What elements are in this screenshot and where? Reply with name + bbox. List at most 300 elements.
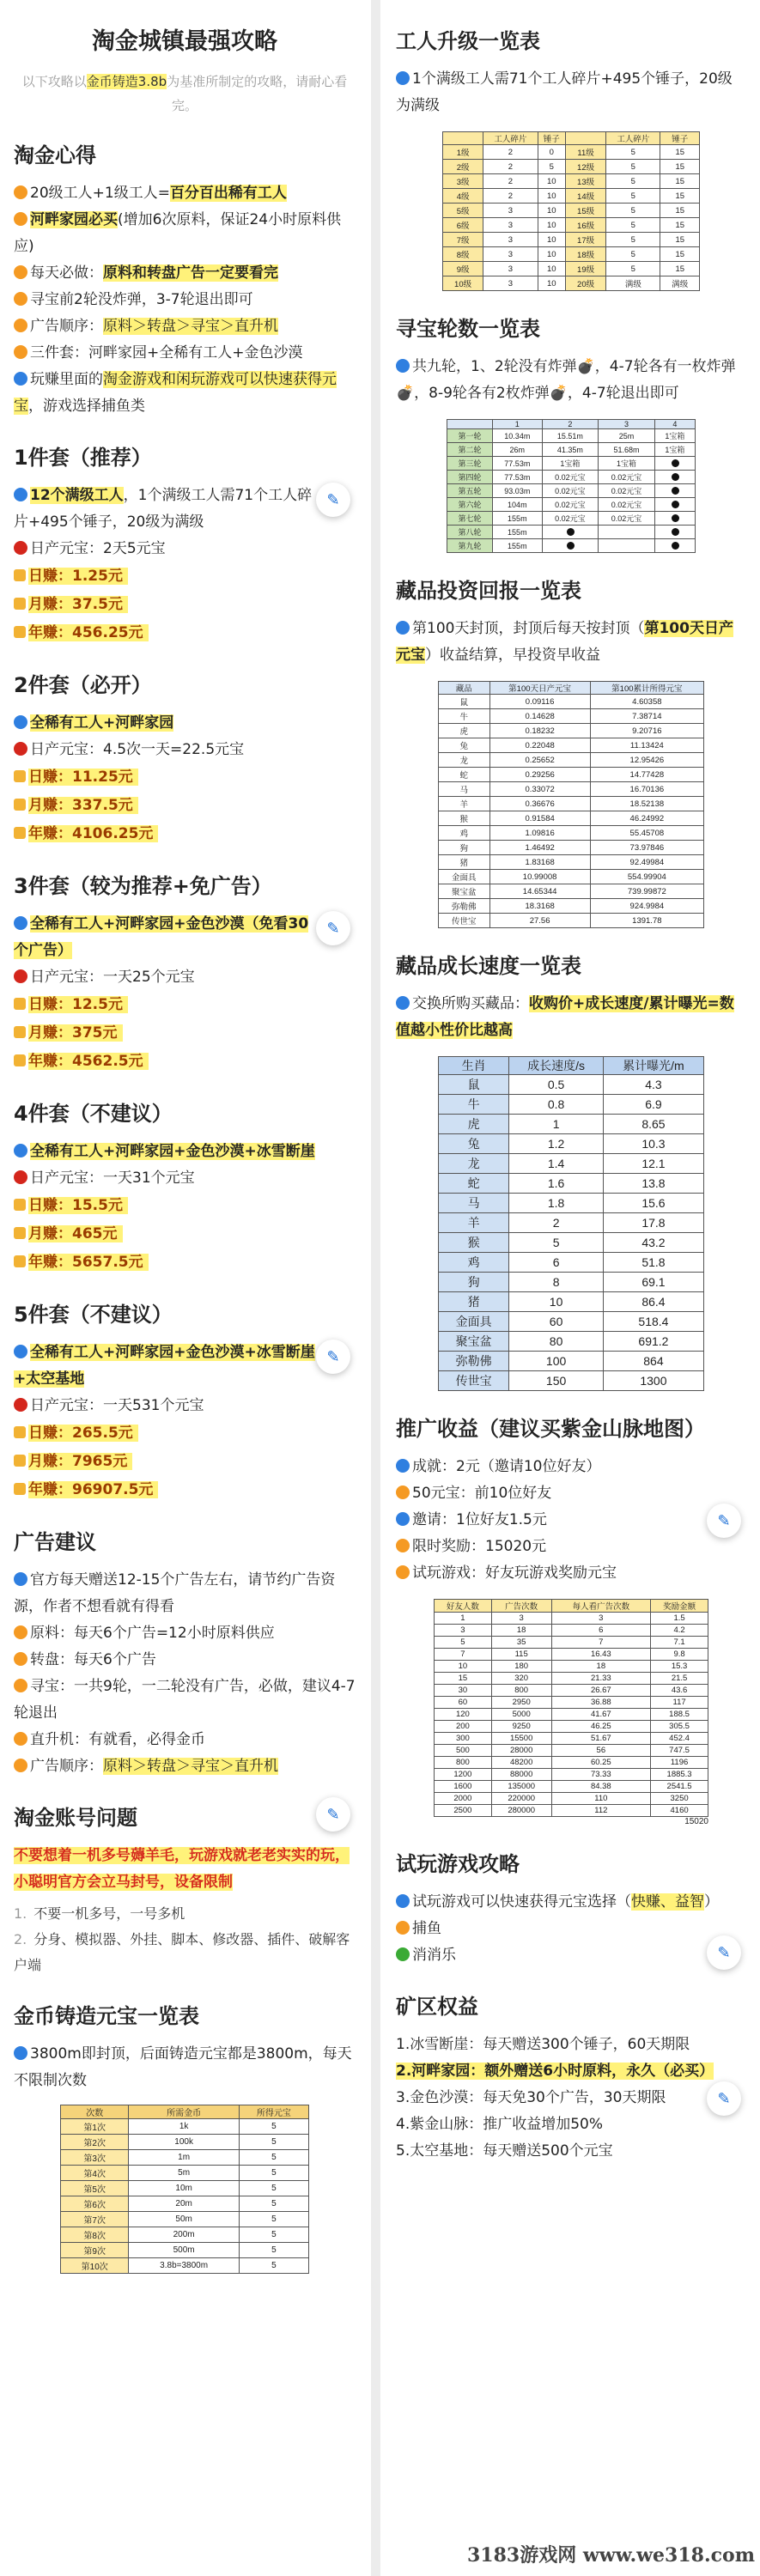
- table-row: [443, 276, 700, 291]
- table-cell: 60: [509, 1312, 604, 1332]
- table-cell: 11级: [565, 145, 605, 160]
- table-cell: 20m: [129, 2196, 239, 2212]
- table-cell: 3: [483, 276, 538, 291]
- table-row: [443, 145, 700, 160]
- table-cell: 5: [538, 160, 565, 174]
- ads-line-1: 官方每天赠送12-15个广告左右，请节约广告资源，作者不想看就有得看: [14, 1571, 336, 1615]
- blue-dot-icon: [14, 715, 27, 729]
- table-cell: 1宝箱: [599, 457, 655, 471]
- worker-table: [442, 131, 700, 291]
- table-row: [447, 457, 696, 471]
- table-cell: 第三轮: [447, 457, 493, 471]
- edit-icon[interactable]: ✎: [316, 911, 350, 945]
- table-cell: 7: [551, 1637, 651, 1649]
- table-cell: 3级: [443, 174, 483, 189]
- table-cell: 100: [509, 1352, 604, 1371]
- table-cell: 14级: [565, 189, 605, 204]
- table-cell: 220000: [491, 1793, 551, 1805]
- table-cell: 1.4: [509, 1154, 604, 1174]
- bomb-icon: [567, 542, 575, 550]
- table-cell: 60.25: [551, 1757, 651, 1769]
- table-cell: 10: [538, 276, 565, 291]
- table-cell: 聚宝盆: [439, 1332, 509, 1352]
- watermark: 3183游戏网 www.we318.com: [466, 2544, 755, 2567]
- table-cell: 羊: [439, 797, 490, 811]
- orange-dot-icon: [14, 1732, 27, 1746]
- table-cell: 155m: [493, 512, 543, 526]
- table-cell: 1宝箱: [542, 457, 599, 471]
- table-row: [435, 1625, 708, 1637]
- table-cell: 1391.78: [590, 914, 703, 928]
- table-row: [447, 484, 696, 498]
- table-row: [439, 1352, 704, 1371]
- treasure-table: [447, 419, 696, 553]
- table-cell: 13级: [565, 174, 605, 189]
- mine-line-4: 4.紫金山脉：推广收益增加50%: [396, 2116, 604, 2133]
- money-bag-icon: [14, 1227, 26, 1239]
- table-cell: 6级: [443, 218, 483, 233]
- table-cell: 15: [660, 189, 700, 204]
- money-bag-icon: [14, 1483, 26, 1495]
- table-cell: 虎: [439, 724, 490, 738]
- set1-line-2: 日产元宝：2天5元宝: [14, 536, 356, 562]
- table-row: [439, 1292, 704, 1312]
- ads-line-6: 广告顺序：原料＞转盘＞寻宝＞直升机: [14, 1753, 356, 1780]
- table-cell: 5: [239, 2166, 308, 2181]
- table-row: [439, 1194, 704, 1213]
- table-row: [439, 1332, 704, 1352]
- table-cell: 金面具: [439, 870, 490, 884]
- table-cell: 10.34m: [493, 429, 543, 443]
- table-cell: 龙: [439, 753, 490, 768]
- money-bag-icon: [14, 1455, 26, 1467]
- table-cell: 104m: [493, 498, 543, 512]
- table-row: [439, 797, 704, 811]
- promo-line-4: 限时奖励：15020元: [396, 1534, 746, 1560]
- table-cell: 120: [435, 1709, 492, 1721]
- set1-earnings: 日赚：1.25元 月赚：37.5元 年赚：456.25元: [14, 562, 356, 647]
- red-dot-icon: [14, 969, 27, 983]
- set4-heading: 4件套（不建议）: [14, 1102, 173, 1126]
- table-header: 锤子: [660, 132, 700, 145]
- table-header: 每人看广告次数: [551, 1600, 651, 1613]
- promo-line-3: 邀请：1位好友1.5元 ✎: [396, 1507, 746, 1534]
- table-cell: 第七轮: [447, 512, 493, 526]
- table-header: 第100累计所得元宝: [590, 682, 703, 695]
- table-header: 第100天日产元宝: [489, 682, 590, 695]
- table-cell: 41.35m: [542, 443, 599, 457]
- table-cell: 0.14628: [489, 709, 590, 724]
- table-row: [443, 204, 700, 218]
- intro-text: 以下攻略以金币铸造3.8b为基准所制定的攻略，请耐心看完。: [21, 74, 348, 113]
- table-cell: 第六轮: [447, 498, 493, 512]
- mine-line-2: 2.河畔家园：额外赠送6小时原料，永久（必买）: [396, 2063, 714, 2080]
- orange-dot-icon: [14, 292, 27, 306]
- table-cell: 10.3: [603, 1134, 703, 1154]
- tip-3: 每天必做：原料和转盘广告一定要看完: [14, 260, 356, 287]
- table-row: [439, 1154, 704, 1174]
- table-cell: 100k: [129, 2135, 239, 2150]
- table-cell: 5: [239, 2119, 308, 2135]
- table-row: [439, 1312, 704, 1332]
- table-cell: 10.99008: [489, 870, 590, 884]
- table-cell: 1300: [603, 1371, 703, 1391]
- table-cell: 112: [551, 1805, 651, 1817]
- table-row: [439, 1134, 704, 1154]
- table-cell: 3: [483, 204, 538, 218]
- table-cell: 10: [538, 247, 565, 262]
- table-cell: [654, 471, 695, 484]
- orange-dot-icon: [14, 345, 27, 359]
- table-cell: 10: [538, 218, 565, 233]
- table-cell: 2: [483, 174, 538, 189]
- table-cell: 1级: [443, 145, 483, 160]
- table-cell: 15.6: [603, 1194, 703, 1213]
- red-dot-icon: [14, 742, 27, 756]
- blue-dot-icon: [14, 372, 27, 386]
- table-cell: 1m: [129, 2150, 239, 2166]
- table-row: [439, 1253, 704, 1273]
- table-cell: 115: [491, 1649, 551, 1661]
- growth-heading: 藏品成长速度一览表: [396, 954, 581, 978]
- set3-heading: 3件套（较为推荐+免广告）: [14, 874, 272, 898]
- table-cell: 7.1: [651, 1637, 708, 1649]
- table-cell: 80: [509, 1332, 604, 1352]
- table-cell: 0.02元宝: [542, 498, 599, 512]
- table-cell: 7.38714: [590, 709, 703, 724]
- table-cell: 2: [483, 189, 538, 204]
- table-cell: 4160: [651, 1805, 708, 1817]
- table-header: 所得元宝: [239, 2105, 308, 2119]
- edit-icon[interactable]: ✎: [316, 1797, 350, 1832]
- set2-line-2: 日产元宝：4.5次一天=22.5元宝: [14, 737, 356, 763]
- orange-dot-icon: [14, 1652, 27, 1666]
- table-cell: 150: [509, 1371, 604, 1391]
- table-cell: 0.02元宝: [542, 471, 599, 484]
- treasure-heading: 寻宝轮数一览表: [396, 317, 540, 341]
- worker-line-1: 1个满级工人需71个工人碎片+495个锤子，20级为满级: [396, 70, 733, 114]
- table-cell: 龙: [439, 1154, 509, 1174]
- treasure-line-1: 共九轮，1、2轮没有炸弹💣，4-7轮各有一枚炸弹💣，8-9轮各有2枚炸弹💣，4-7轮退出即可: [396, 358, 736, 402]
- edit-icon[interactable]: ✎: [316, 483, 350, 517]
- ads-line-3: 转盘：每天6个广告: [14, 1647, 356, 1674]
- table-row: [447, 471, 696, 484]
- table-cell: 1: [435, 1613, 492, 1625]
- table-cell: 10: [538, 233, 565, 247]
- money-bag-icon: [14, 799, 26, 811]
- table-row: [435, 1769, 708, 1781]
- set3-line-2: 日产元宝：一天25个元宝: [14, 964, 356, 991]
- table-cell: 5级: [443, 204, 483, 218]
- blue-dot-icon: [14, 1345, 27, 1358]
- page-title: 淘金城镇最强攻略: [92, 28, 277, 55]
- table-cell: 21.5: [651, 1673, 708, 1685]
- table-cell: 747.5: [651, 1745, 708, 1757]
- set3-earnings: 日赚：12.5元 月赚：375元 年赚：4562.5元: [14, 991, 356, 1076]
- table-cell: 7: [435, 1649, 492, 1661]
- table-cell: 0.8: [509, 1095, 604, 1115]
- edit-icon[interactable]: ✎: [707, 2081, 741, 2116]
- set3-line-1: 全稀有工人+河畔家园+金色沙漠（免看30个广告） ✎: [14, 911, 356, 964]
- table-cell: 5: [606, 204, 660, 218]
- bomb-icon: [672, 542, 679, 550]
- coin-line-1: 3800m即封顶，后面铸造元宝都是3800m，每天不限制次数: [14, 2045, 352, 2089]
- table-cell: 5: [239, 2181, 308, 2196]
- money-bag-icon: [14, 998, 26, 1010]
- edit-icon[interactable]: ✎: [707, 1504, 741, 1538]
- table-cell: 3: [483, 247, 538, 262]
- table-row: [439, 914, 704, 928]
- table-cell: 4.3: [603, 1075, 703, 1095]
- table-cell: 9.20716: [590, 724, 703, 738]
- table-cell: 16级: [565, 218, 605, 233]
- blue-dot-icon: [396, 359, 410, 373]
- table-cell: 第3次: [61, 2150, 129, 2166]
- table-cell: 55.45708: [590, 826, 703, 841]
- set1-heading: 1件套（推荐）: [14, 446, 152, 470]
- table-cell: 0.02元宝: [599, 484, 655, 498]
- table-cell: 18.3168: [489, 899, 590, 914]
- table-cell: 4.60358: [590, 695, 703, 709]
- ads-line-5: 直升机：有就看，必得金币: [14, 1727, 356, 1753]
- table-cell: 1.5: [651, 1613, 708, 1625]
- table-cell: 第5次: [61, 2181, 129, 2196]
- table-cell: 452.4: [651, 1733, 708, 1745]
- table-cell: 2: [483, 160, 538, 174]
- money-bag-icon: [14, 626, 26, 638]
- table-cell: 17.8: [603, 1213, 703, 1233]
- table-cell: 10: [538, 204, 565, 218]
- table-row: [447, 526, 696, 539]
- table-cell: 5: [606, 145, 660, 160]
- table-cell: 0.02元宝: [542, 484, 599, 498]
- table-cell: 鸡: [439, 826, 490, 841]
- table-row: [443, 218, 700, 233]
- table-cell: 弥勒佛: [439, 1352, 509, 1371]
- table-cell: 第8次: [61, 2227, 129, 2243]
- table-cell: 2500: [435, 1805, 492, 1817]
- table-cell: 5: [606, 218, 660, 233]
- table-row: [435, 1613, 708, 1625]
- table-row: [447, 512, 696, 526]
- table-row: [61, 2150, 309, 2166]
- blue-dot-icon: [396, 1512, 410, 1526]
- table-cell: 739.99872: [590, 884, 703, 899]
- table-cell: 羊: [439, 1213, 509, 1233]
- table-cell: 56: [551, 1745, 651, 1757]
- table-cell: 5: [239, 2258, 308, 2274]
- table-cell: 1600: [435, 1781, 492, 1793]
- table-cell: 18: [551, 1661, 651, 1673]
- table-cell: 48200: [491, 1757, 551, 1769]
- table-row: [439, 1233, 704, 1253]
- table-cell: 7级: [443, 233, 483, 247]
- table-row: [443, 189, 700, 204]
- table-row: [61, 2181, 309, 2196]
- promo-line-1: 成就：2元（邀请10位好友）: [396, 1454, 746, 1480]
- table-cell: 第10次: [61, 2258, 129, 2274]
- blue-dot-icon: [14, 1572, 27, 1586]
- table-row: [435, 1721, 708, 1733]
- set4-line-1: 全稀有工人+河畔家园+金色沙漠+冰雪断崖: [14, 1139, 356, 1165]
- table-cell: 12.1: [603, 1154, 703, 1174]
- table-row: [61, 2119, 309, 2135]
- table-cell: 50m: [129, 2212, 239, 2227]
- money-bag-icon: [14, 770, 26, 782]
- table-cell: 5: [509, 1233, 604, 1253]
- table-cell: 1k: [129, 2119, 239, 2135]
- table-cell: 135000: [491, 1781, 551, 1793]
- set4-earnings: 日赚：15.5元 月赚：465元 年赚：5657.5元: [14, 1192, 356, 1277]
- table-cell: 16.70136: [590, 782, 703, 797]
- ads-line-2: 原料：每天6个广告=12小时原料供应: [14, 1620, 356, 1647]
- list-item: 2. 分身、模拟器、外挂、脚本、修改器、插件、破解客户端: [14, 1931, 350, 1973]
- blue-dot-icon: [14, 488, 27, 501]
- table-header: 好友人数: [435, 1600, 492, 1613]
- growth-table: [438, 1056, 704, 1391]
- table-row: [435, 1709, 708, 1721]
- orange-dot-icon: [14, 1625, 27, 1639]
- table-row: [439, 899, 704, 914]
- bomb-icon: [672, 501, 679, 508]
- table-cell: 2000: [435, 1793, 492, 1805]
- table-cell: 第八轮: [447, 526, 493, 539]
- money-bag-icon: [14, 1426, 26, 1438]
- table-cell: 鼠: [439, 695, 490, 709]
- promo-heading: 推广收益（建议买紫金山脉地图）: [396, 1417, 705, 1441]
- table-cell: 马: [439, 1194, 509, 1213]
- table-cell: 110: [551, 1793, 651, 1805]
- table-cell: 300: [435, 1733, 492, 1745]
- table-row: [439, 1115, 704, 1134]
- table-cell: 5: [606, 233, 660, 247]
- table-cell: 兔: [439, 1134, 509, 1154]
- table-cell: 200m: [129, 2227, 239, 2243]
- table-cell: 第五轮: [447, 484, 493, 498]
- mine-line-3: 3.金色沙漠：每天免30个广告，30天期限 ✎: [396, 2085, 746, 2111]
- table-row: [439, 870, 704, 884]
- table-cell: 2: [483, 145, 538, 160]
- table-cell: 4级: [443, 189, 483, 204]
- table-cell: 864: [603, 1352, 703, 1371]
- money-bag-icon: [14, 827, 26, 839]
- table-cell: 73.97846: [590, 841, 703, 855]
- money-bag-icon: [14, 1026, 26, 1038]
- table-cell: 3: [491, 1613, 551, 1625]
- table-cell: 猴: [439, 811, 490, 826]
- table-cell: 弥勒佛: [439, 899, 490, 914]
- table-cell: 69.1: [603, 1273, 703, 1292]
- table-cell: 0: [538, 145, 565, 160]
- table-cell: 传世宝: [439, 914, 490, 928]
- table-cell: 1.6: [509, 1174, 604, 1194]
- table-cell: 第1次: [61, 2119, 129, 2135]
- table-cell: 第九轮: [447, 539, 493, 553]
- orange-dot-icon: [14, 1679, 27, 1692]
- table-row: [443, 160, 700, 174]
- table-row: [439, 695, 704, 709]
- table-header: 广告次数: [491, 1600, 551, 1613]
- table-cell: 15500: [491, 1733, 551, 1745]
- table-header: 3: [599, 420, 655, 429]
- table-header: 奖励金额: [651, 1600, 708, 1613]
- orange-dot-icon: [396, 1539, 410, 1552]
- table-cell: 20级: [565, 276, 605, 291]
- set5-earnings: 日赚：265.5元 月赚：7965元 年赚：96907.5元: [14, 1419, 356, 1504]
- table-cell: 46.25: [551, 1721, 651, 1733]
- table-row: [435, 1745, 708, 1757]
- table-row: [61, 2243, 309, 2258]
- table-cell: 第二轮: [447, 443, 493, 457]
- set2-heading: 2件套（必开）: [14, 673, 152, 697]
- table-cell: 6.9: [603, 1095, 703, 1115]
- table-cell: 924.9984: [590, 899, 703, 914]
- table-cell: 500: [435, 1745, 492, 1757]
- money-bag-icon: [14, 1199, 26, 1211]
- table-cell: 第7次: [61, 2212, 129, 2227]
- table-header: 成长速度/s: [509, 1057, 604, 1075]
- set1-line-1: 12个满级工人，1个满级工人需71个工人碎片+495个锤子，20级为满级 ✎: [14, 483, 356, 536]
- table-cell: 兔: [439, 738, 490, 753]
- table-cell: 60: [435, 1697, 492, 1709]
- table-cell: 1: [509, 1115, 604, 1134]
- table-cell: 77.53m: [493, 457, 543, 471]
- edit-icon[interactable]: ✎: [707, 1935, 741, 1970]
- trial-line-3: 消消乐 ✎: [396, 1942, 746, 1969]
- green-dot-icon: [396, 1947, 410, 1961]
- table-cell: 0.33072: [489, 782, 590, 797]
- table-cell: 1.2: [509, 1134, 604, 1154]
- table-cell: 15.3: [651, 1661, 708, 1673]
- table-cell: 15: [660, 204, 700, 218]
- table-cell: 5: [239, 2243, 308, 2258]
- orange-dot-icon: [14, 185, 27, 199]
- table-row: [435, 1673, 708, 1685]
- ads-heading: 广告建议: [14, 1530, 96, 1554]
- table-cell: 86.4: [603, 1292, 703, 1312]
- table-row: [439, 738, 704, 753]
- table-cell: 5: [239, 2227, 308, 2243]
- table-header: 锤子: [538, 132, 565, 145]
- table-cell: 10: [538, 189, 565, 204]
- table-row: [439, 1213, 704, 1233]
- table-cell: 狗: [439, 1273, 509, 1292]
- bomb-icon: [567, 528, 575, 536]
- table-row: [439, 841, 704, 855]
- table-cell: [542, 539, 599, 553]
- promo-line-2: 50元宝：前10位好友: [396, 1480, 746, 1507]
- worker-heading: 工人升级一览表: [396, 29, 540, 53]
- table-row: [61, 2227, 309, 2243]
- orange-dot-icon: [396, 1921, 410, 1935]
- table-cell: 5: [239, 2135, 308, 2150]
- table-cell: 0.02元宝: [599, 498, 655, 512]
- table-row: [439, 709, 704, 724]
- table-cell: [654, 484, 695, 498]
- table-header: 2: [542, 420, 599, 429]
- table-cell: 3: [483, 233, 538, 247]
- table-cell: 8: [509, 1273, 604, 1292]
- table-header: 所需金币: [129, 2105, 239, 2119]
- table-cell: 15: [660, 247, 700, 262]
- edit-icon[interactable]: ✎: [316, 1340, 350, 1374]
- table-cell: 10: [509, 1292, 604, 1312]
- table-cell: 3: [435, 1625, 492, 1637]
- table-row: [439, 1371, 704, 1391]
- set5-line-1: 全稀有工人+河畔家园+金色沙漠+冰雪断崖+太空基地 ✎: [14, 1340, 356, 1393]
- table-cell: 28000: [491, 1745, 551, 1757]
- table-cell: 0.02元宝: [542, 512, 599, 526]
